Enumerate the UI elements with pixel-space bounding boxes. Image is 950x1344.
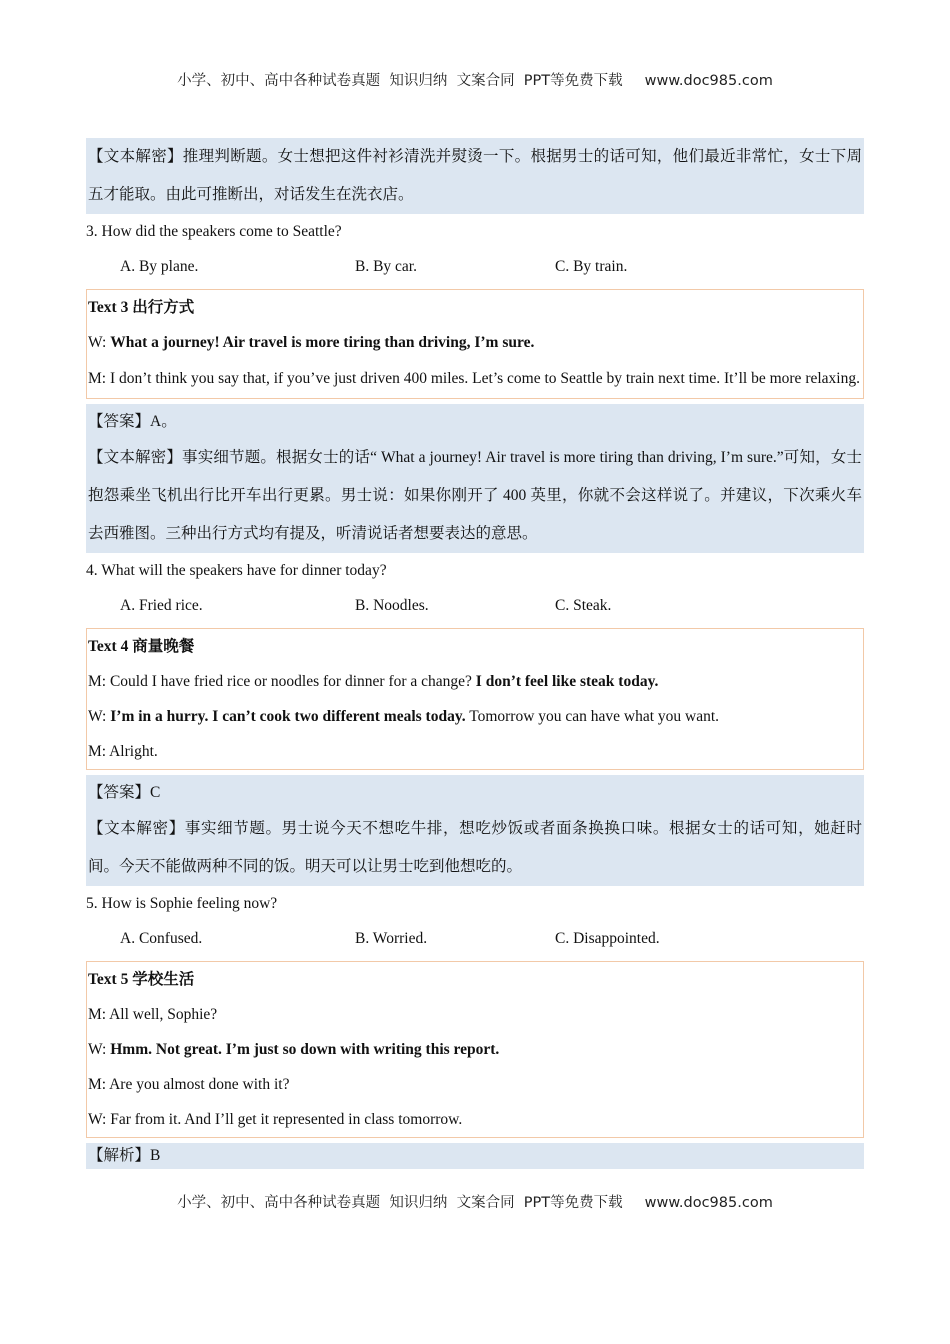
transcript-line: W: Far from it. And I’ll get it represented in class tomorrow. — [88, 1111, 463, 1128]
transcript-line: M: Alright. — [88, 743, 158, 760]
transcript-line — [88, 1032, 863, 1067]
answer-block-q5 — [86, 1143, 864, 1169]
key-sentence: What a journey! Air travel is more tiring than driving, I’m sure. — [110, 334, 535, 351]
transcript-line — [88, 664, 863, 699]
answer-text: 【答案】C — [88, 784, 161, 801]
document-content — [86, 138, 864, 1169]
transcript-box-text4 — [86, 628, 864, 770]
speaker: W: — [88, 334, 111, 351]
option-b: B. By car. — [355, 258, 417, 275]
footer-text: 小学、初中、高中各种试卷真题 知识归纳 文案合同 PPT等免费下载 — [177, 1195, 623, 1211]
transcript-title: Text 4 商量晚餐 — [88, 638, 195, 655]
option-a: A. Fried rice. — [120, 597, 203, 614]
option-b: B. Noodles. — [355, 597, 429, 614]
key-sentence: I don’t feel like steak today. — [475, 673, 659, 690]
transcript-line: M: I don’t think you say that, if you’ve just driven 400 miles. Let’s come to Seattle by train next time. It’ll be more relaxing. — [88, 370, 860, 387]
transcript-line: M: All well, Sophie? — [88, 1006, 218, 1023]
transcript-line — [88, 699, 863, 734]
answer-block-q3 — [86, 404, 864, 553]
speaker: W: — [88, 1041, 111, 1058]
footer-site-link[interactable]: www.doc985.com — [644, 1195, 773, 1211]
transcript-line — [88, 325, 863, 360]
option-a: A. Confused. — [120, 930, 203, 947]
header-site-link[interactable]: www.doc985.com — [644, 73, 773, 89]
plain-text: M: Could I have fried rice or noodles for dinner for a change? — [88, 673, 476, 690]
analysis-text: 【文本解密】事实细节题。男士说今天不想吃牛排，想吃炒饭或者面条换换口味。根据女士的话可知，她赶时间。今天不能做两种不同的饭。明天可以让男士吃到他想吃的。 — [88, 820, 862, 875]
analysis-text: 【文本解密】事实细节题。根据女士的话“ What a journey! Air travel is more tiring than driving, I’m sure.”可知，女士抱怨乘坐飞机出行比开车出行更累。男士说：如果你刚开了 400 英里，你就不会这样说了。并建议，下次乘火车去西雅图。三种出行方式均有提及，听清说话者想要表达的意思。 — [88, 449, 862, 542]
transcript-line: M: Are you almost done with it? — [88, 1076, 290, 1093]
option-c: C. Disappointed. — [555, 930, 660, 947]
option-b: B. Worried. — [355, 930, 428, 947]
options-q4 — [86, 588, 864, 623]
answer-text: 【答案】A。 — [88, 413, 177, 430]
answer-block-q4 — [86, 775, 864, 886]
transcript-box-text5 — [86, 961, 864, 1138]
options-q5 — [86, 921, 864, 956]
question-3: 3. How did the speakers come to Seattle? — [86, 223, 342, 240]
analysis-text: 【文本解密】推理判断题。女士想把这件衬衫清洗并熨烫一下。根据男士的话可知，他们最近非常忙，女士下周五才能取。由此可推断出，对话发生在洗衣店。 — [88, 148, 862, 203]
plain-text: Tomorrow you can have what you want. — [465, 708, 720, 725]
transcript-box-text3 — [86, 289, 864, 399]
question-5: 5. How is Sophie feeling now? — [86, 895, 278, 912]
key-sentence: Hmm. Not great. I’m just so down with writing this report. — [110, 1041, 500, 1058]
options-q3 — [86, 249, 864, 284]
question-4: 4. What will the speakers have for dinner today? — [86, 562, 387, 579]
speaker: W: — [88, 708, 111, 725]
answer-text: 【解析】B — [88, 1147, 161, 1164]
key-sentence: I’m in a hurry. I can’t cook two different meals today. — [110, 708, 466, 725]
option-c: C. By train. — [555, 258, 628, 275]
analysis-block-q2 — [86, 138, 864, 214]
page-header — [0, 69, 950, 90]
option-a: A. By plane. — [120, 258, 199, 275]
transcript-title: Text 5 学校生活 — [88, 971, 195, 988]
transcript-title: Text 3 出行方式 — [88, 299, 195, 316]
page-footer — [0, 1191, 950, 1212]
option-c: C. Steak. — [555, 597, 612, 614]
header-text: 小学、初中、高中各种试卷真题 知识归纳 文案合同 PPT等免费下载 — [177, 73, 623, 89]
